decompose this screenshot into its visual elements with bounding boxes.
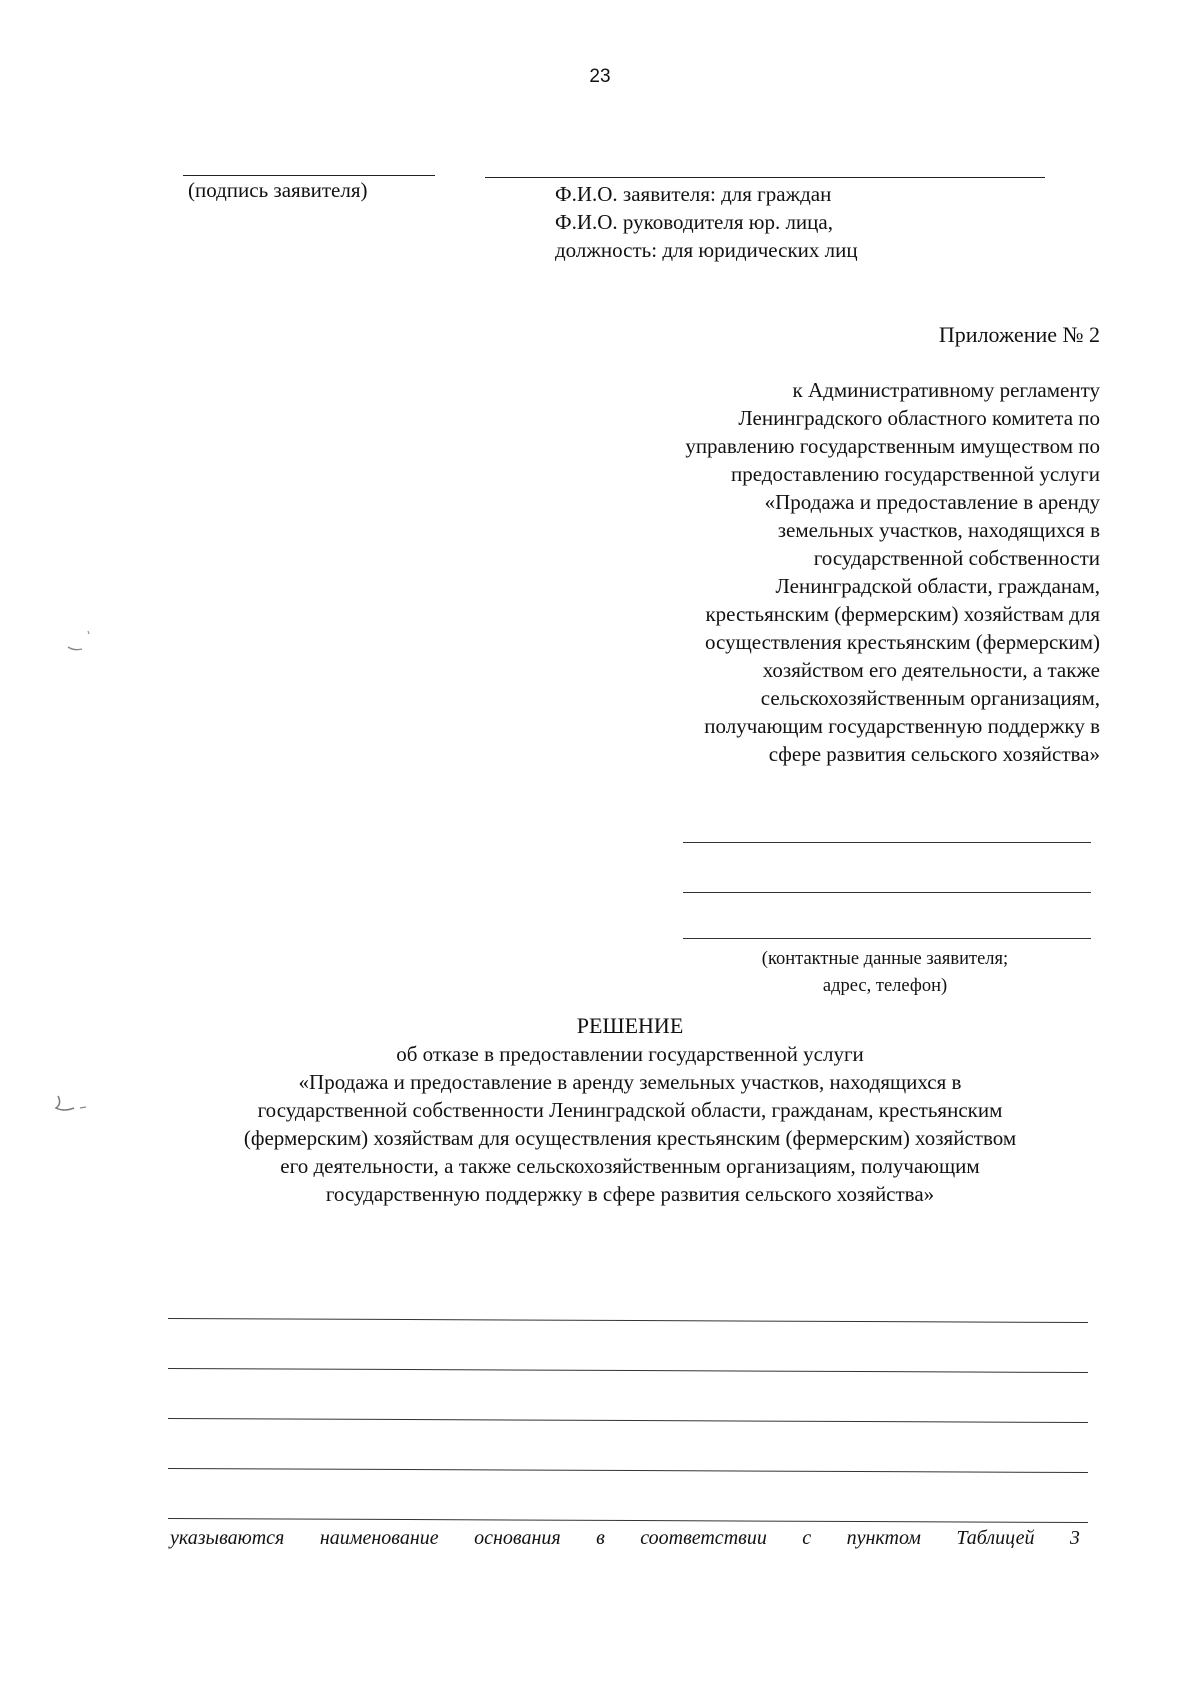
- contact-caption-line: (контактные данные заявителя;: [761, 949, 1009, 969]
- fio-line-text: должность: для юридических лиц: [555, 238, 858, 262]
- fio-line: [485, 177, 1045, 178]
- decision-line: государственную поддержку в сфере развития сельского хозяйства»: [325, 1182, 935, 1206]
- appendix-line: земельных участков, находящихся в: [777, 518, 1100, 542]
- signature-caption: (подпись заявителя): [188, 178, 368, 202]
- decision-line: государственной собственности Ленинградской области, гражданам, крестьянским: [257, 1098, 1003, 1122]
- appendix-line: управлению государственным имуществом по: [685, 434, 1100, 458]
- appendix-line: Ленинградской области, гражданам,: [775, 574, 1100, 598]
- blank-line: [168, 1318, 1088, 1323]
- fio-line-text: Ф.И.О. руководителя юр. лица,: [555, 210, 833, 234]
- footnote: [170, 1527, 1080, 1550]
- appendix-line: предоставлению государственной услуги: [731, 462, 1100, 486]
- footnote-word: Таблицей: [956, 1527, 1035, 1549]
- scan-mark-icon: [52, 1092, 92, 1122]
- footnote-word: указываются: [170, 1527, 285, 1549]
- appendix-line: «Продажа и предоставление в аренду: [764, 490, 1100, 514]
- appendix-reference: [580, 376, 1100, 768]
- blank-line: [168, 1368, 1088, 1373]
- blank-line: [168, 1418, 1088, 1423]
- page-number: 23: [589, 66, 611, 87]
- appendix-line: получающим государственную поддержку в: [704, 714, 1100, 738]
- appendix-title: Приложение № 2: [938, 322, 1100, 347]
- scan-mark-icon: [60, 625, 100, 655]
- footnote-word: наименование: [319, 1527, 439, 1549]
- footnote-word: с: [802, 1527, 812, 1549]
- footnote-word: основания: [474, 1527, 561, 1549]
- contact-caption-line: адрес, телефон): [822, 976, 948, 996]
- footnote-word: пунктом: [846, 1527, 921, 1549]
- contact-caption: [660, 946, 1110, 1000]
- appendix-line: крестьянским (фермерским) хозяйствам для: [705, 602, 1100, 626]
- decision-line: его деятельности, а также сельскохозяйственным организациям, получающим: [280, 1154, 980, 1178]
- decision-line: об отказе в предоставлении государственной услуги: [396, 1042, 864, 1066]
- decision-subject: [100, 1040, 1160, 1208]
- blank-line: [168, 1468, 1088, 1473]
- appendix-line: сфере развития сельского хозяйства»: [768, 742, 1100, 766]
- appendix-line: государственной собственности: [813, 546, 1100, 570]
- appendix-line: сельскохозяйственным организациям,: [760, 686, 1100, 710]
- footnote-word: соответствии: [640, 1527, 767, 1549]
- contact-line: [683, 938, 1091, 939]
- signature-line: [183, 175, 435, 176]
- footnote-word: в: [596, 1527, 605, 1549]
- decision-heading: РЕШЕНИЕ: [576, 1013, 684, 1038]
- decision-line: «Продажа и предоставление в аренду земельных участков, находящихся в: [298, 1070, 962, 1094]
- appendix-line: Ленинградского областного комитета по: [738, 406, 1100, 430]
- blank-line: [168, 1518, 1088, 1523]
- decision-line: (фермерским) хозяйствам для осуществления крестьянским (фермерским) хозяйством: [243, 1126, 1017, 1150]
- contact-line: [683, 842, 1091, 843]
- appendix-line: к Административному регламенту: [792, 378, 1100, 402]
- appendix-line: хозяйством его деятельности, а также: [762, 658, 1100, 682]
- fio-line-text: Ф.И.О. заявителя: для граждан: [555, 182, 832, 206]
- footnote-word: 3: [1069, 1527, 1080, 1549]
- appendix-line: осуществления крестьянским (фермерским): [705, 630, 1100, 654]
- contact-line: [683, 892, 1091, 893]
- fio-caption: [555, 180, 858, 264]
